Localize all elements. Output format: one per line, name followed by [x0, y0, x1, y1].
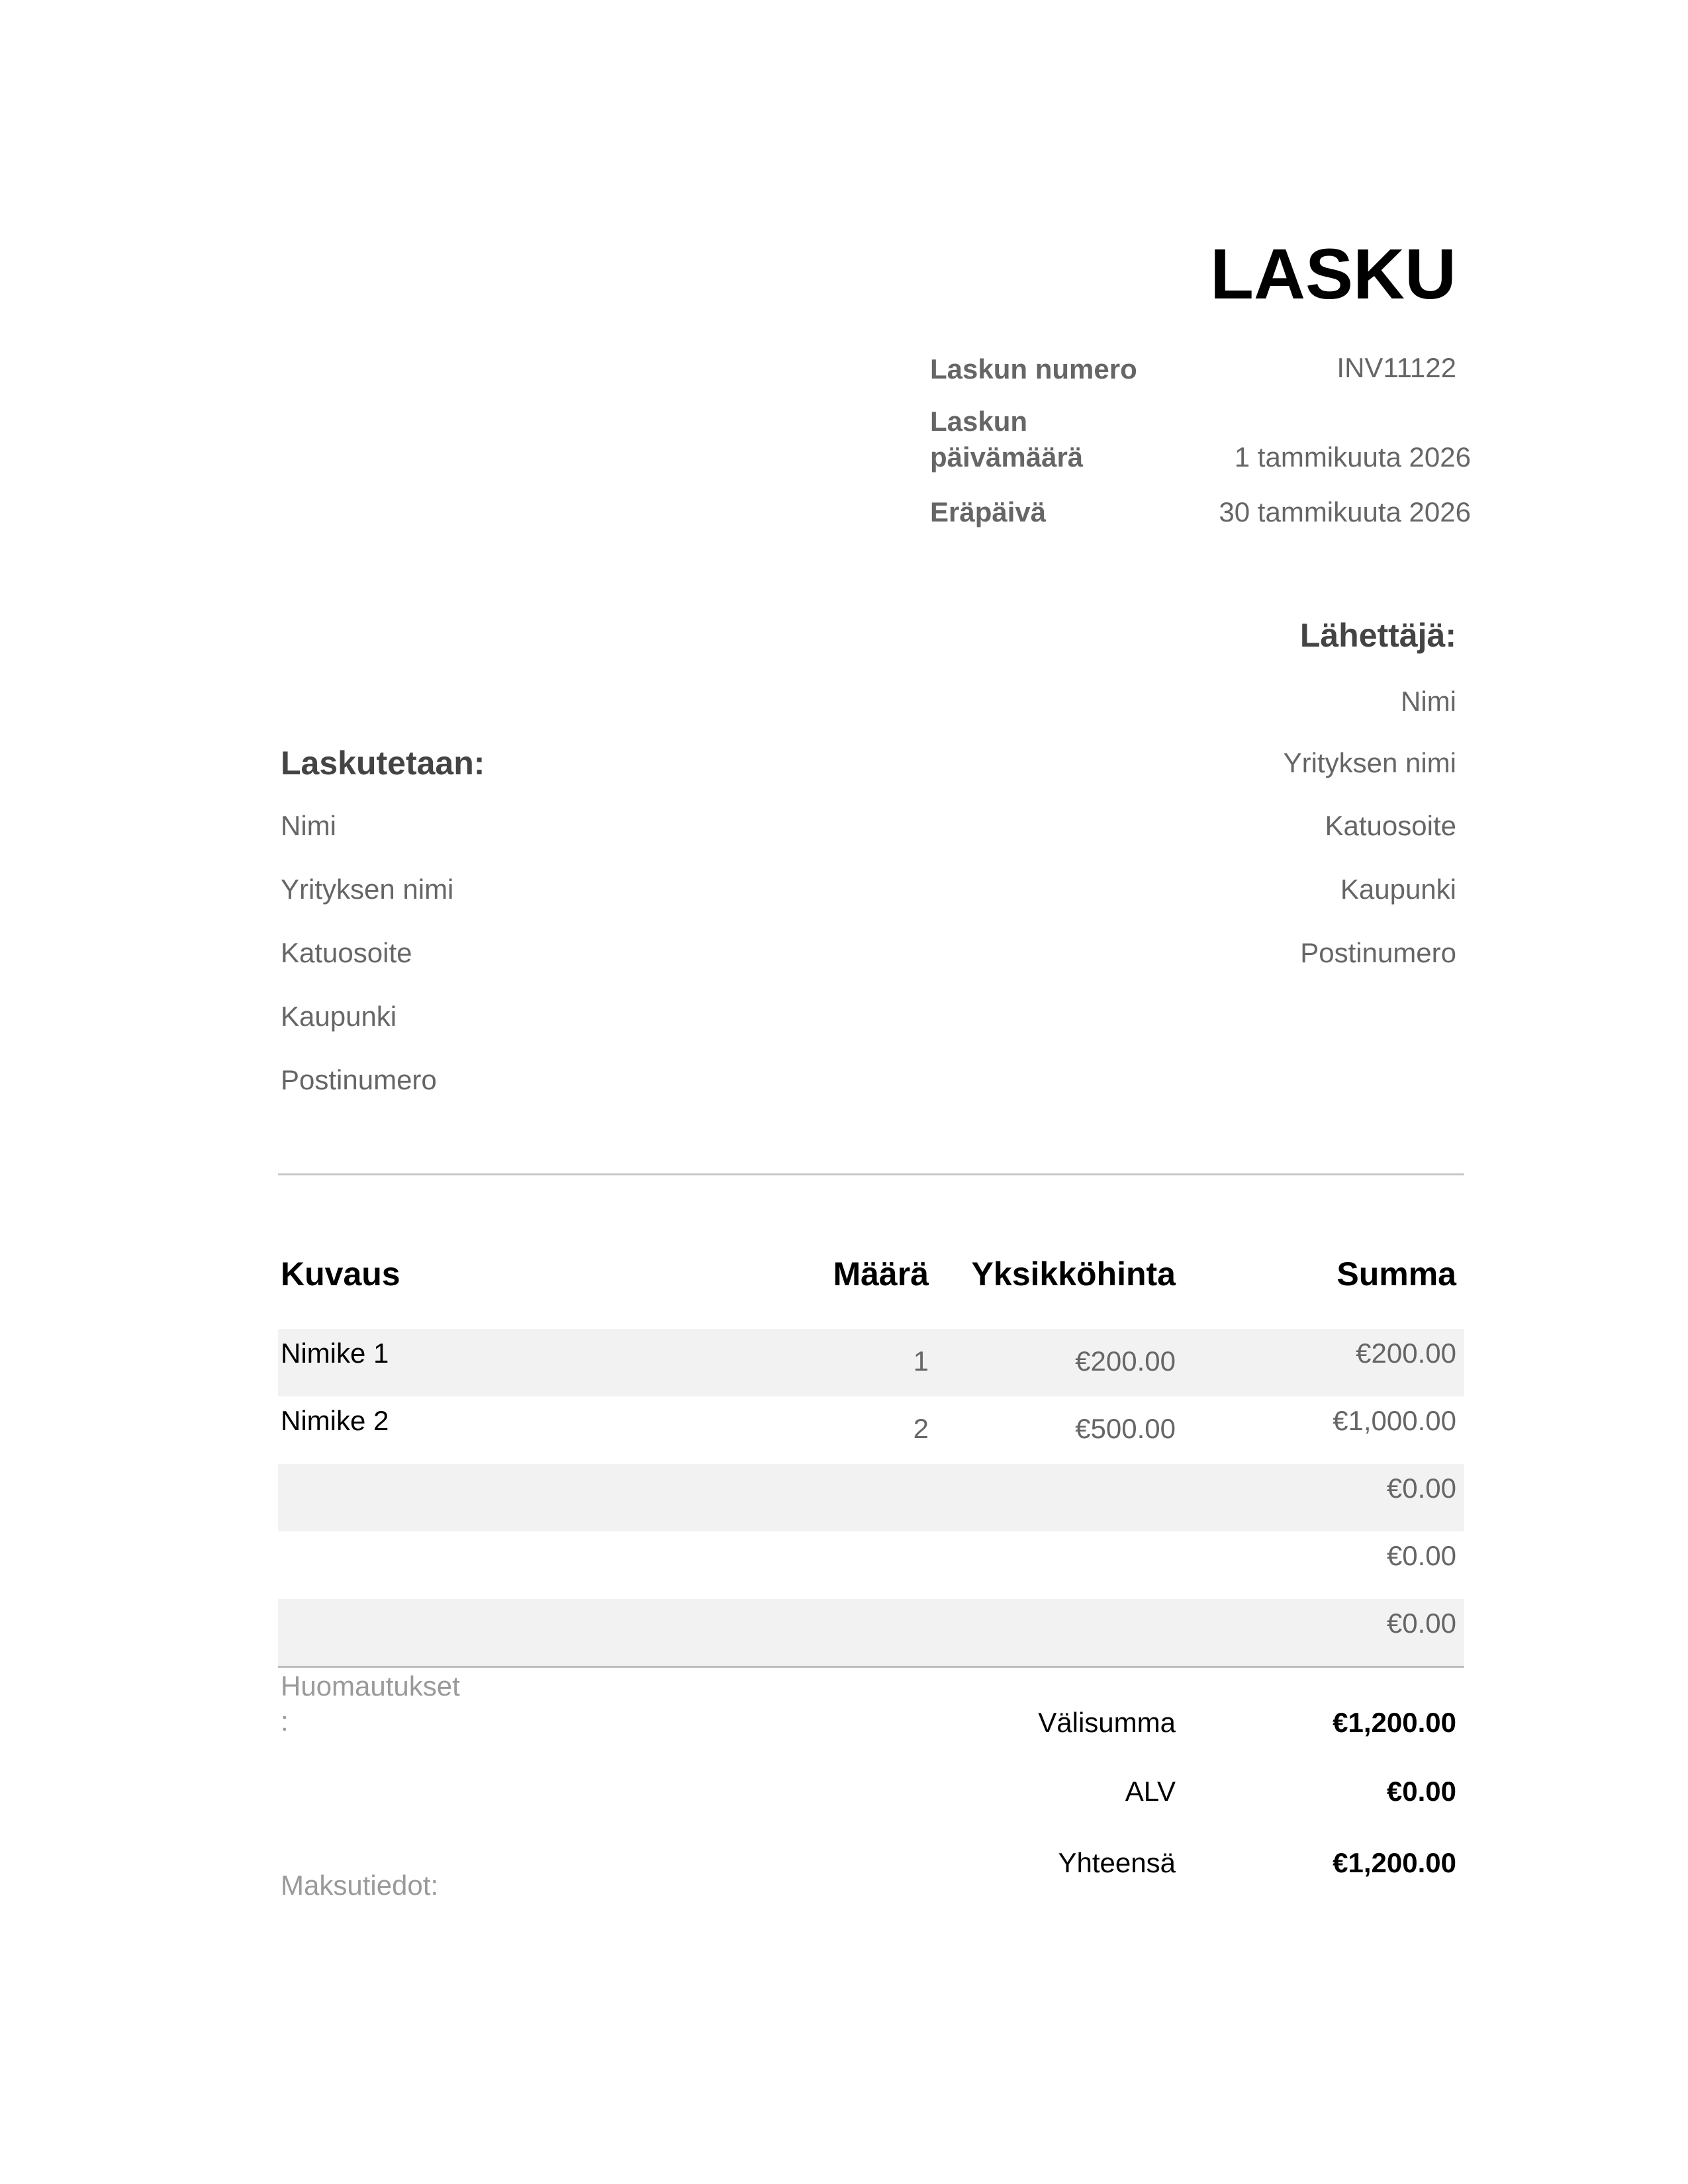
notes-label: Huomautukset [281, 1670, 460, 1702]
invoice-date-label-line1: Laskun [930, 406, 1028, 437]
column-header-amount: Summa [1336, 1255, 1456, 1293]
table-bottom-border [278, 1666, 1464, 1668]
sender-street: Katuosoite [1325, 810, 1456, 841]
subtotal-value: €1,200.00 [1333, 1707, 1456, 1738]
row-2-description: Nimike 2 [281, 1405, 389, 1436]
bill-to-city: Kaupunki [281, 1001, 397, 1032]
bill-to-heading: Laskutetaan: [281, 745, 485, 782]
row-2-quantity: 2 [913, 1413, 929, 1444]
bill-to-name: Nimi [281, 810, 336, 841]
row-2-unit-price: €500.00 [1075, 1413, 1176, 1444]
column-header-unit-price: Yksikköhinta [971, 1255, 1176, 1293]
table-row [278, 1531, 1464, 1599]
invoice-number-value: INV11122 [1336, 352, 1456, 383]
payment-info-label: Maksutiedot: [281, 1870, 439, 1901]
vat-value: €0.00 [1386, 1776, 1456, 1807]
bill-to-street: Katuosoite [281, 937, 412, 968]
invoice-date-value: 1 tammikuuta 2026 [1234, 441, 1471, 473]
row-2-amount: €1,000.00 [1333, 1405, 1456, 1436]
table-row [278, 1396, 1464, 1464]
row-5-amount: €0.00 [1386, 1608, 1456, 1639]
section-divider [278, 1173, 1464, 1175]
row-1-amount: €200.00 [1356, 1338, 1456, 1369]
column-header-description: Kuvaus [281, 1255, 400, 1293]
invoice-number-label: Laskun numero [930, 353, 1137, 385]
due-date-value: 30 tammikuuta 2026 [1219, 496, 1471, 527]
due-date-label: Eräpäivä [930, 496, 1047, 527]
table-row [278, 1464, 1464, 1531]
invoice-title: LASKU [1210, 234, 1456, 314]
row-1-unit-price: €200.00 [1075, 1345, 1176, 1377]
column-header-quantity: Määrä [833, 1255, 929, 1293]
sender-city: Kaupunki [1340, 874, 1456, 905]
invoice-date-label-line2: päivämäärä [930, 441, 1084, 473]
notes-label-colon: : [281, 1706, 289, 1737]
row-3-amount: €0.00 [1386, 1473, 1456, 1504]
bill-to-company: Yrityksen nimi [281, 874, 454, 905]
table-row [278, 1329, 1464, 1396]
table-row [278, 1599, 1464, 1666]
vat-label: ALV [1125, 1776, 1176, 1807]
bill-to-postal-code: Postinumero [281, 1064, 437, 1095]
subtotal-label: Välisumma [1038, 1707, 1176, 1738]
sender-company: Yrityksen nimi [1283, 747, 1456, 778]
row-1-description: Nimike 1 [281, 1338, 389, 1369]
sender-heading: Lähettäjä: [1299, 617, 1456, 654]
total-label: Yhteensä [1058, 1847, 1176, 1878]
row-4-amount: €0.00 [1386, 1540, 1456, 1571]
sender-name: Nimi [1401, 686, 1456, 717]
row-1-quantity: 1 [913, 1345, 929, 1377]
total-value: €1,200.00 [1333, 1847, 1456, 1878]
sender-postal-code: Postinumero [1300, 937, 1456, 968]
